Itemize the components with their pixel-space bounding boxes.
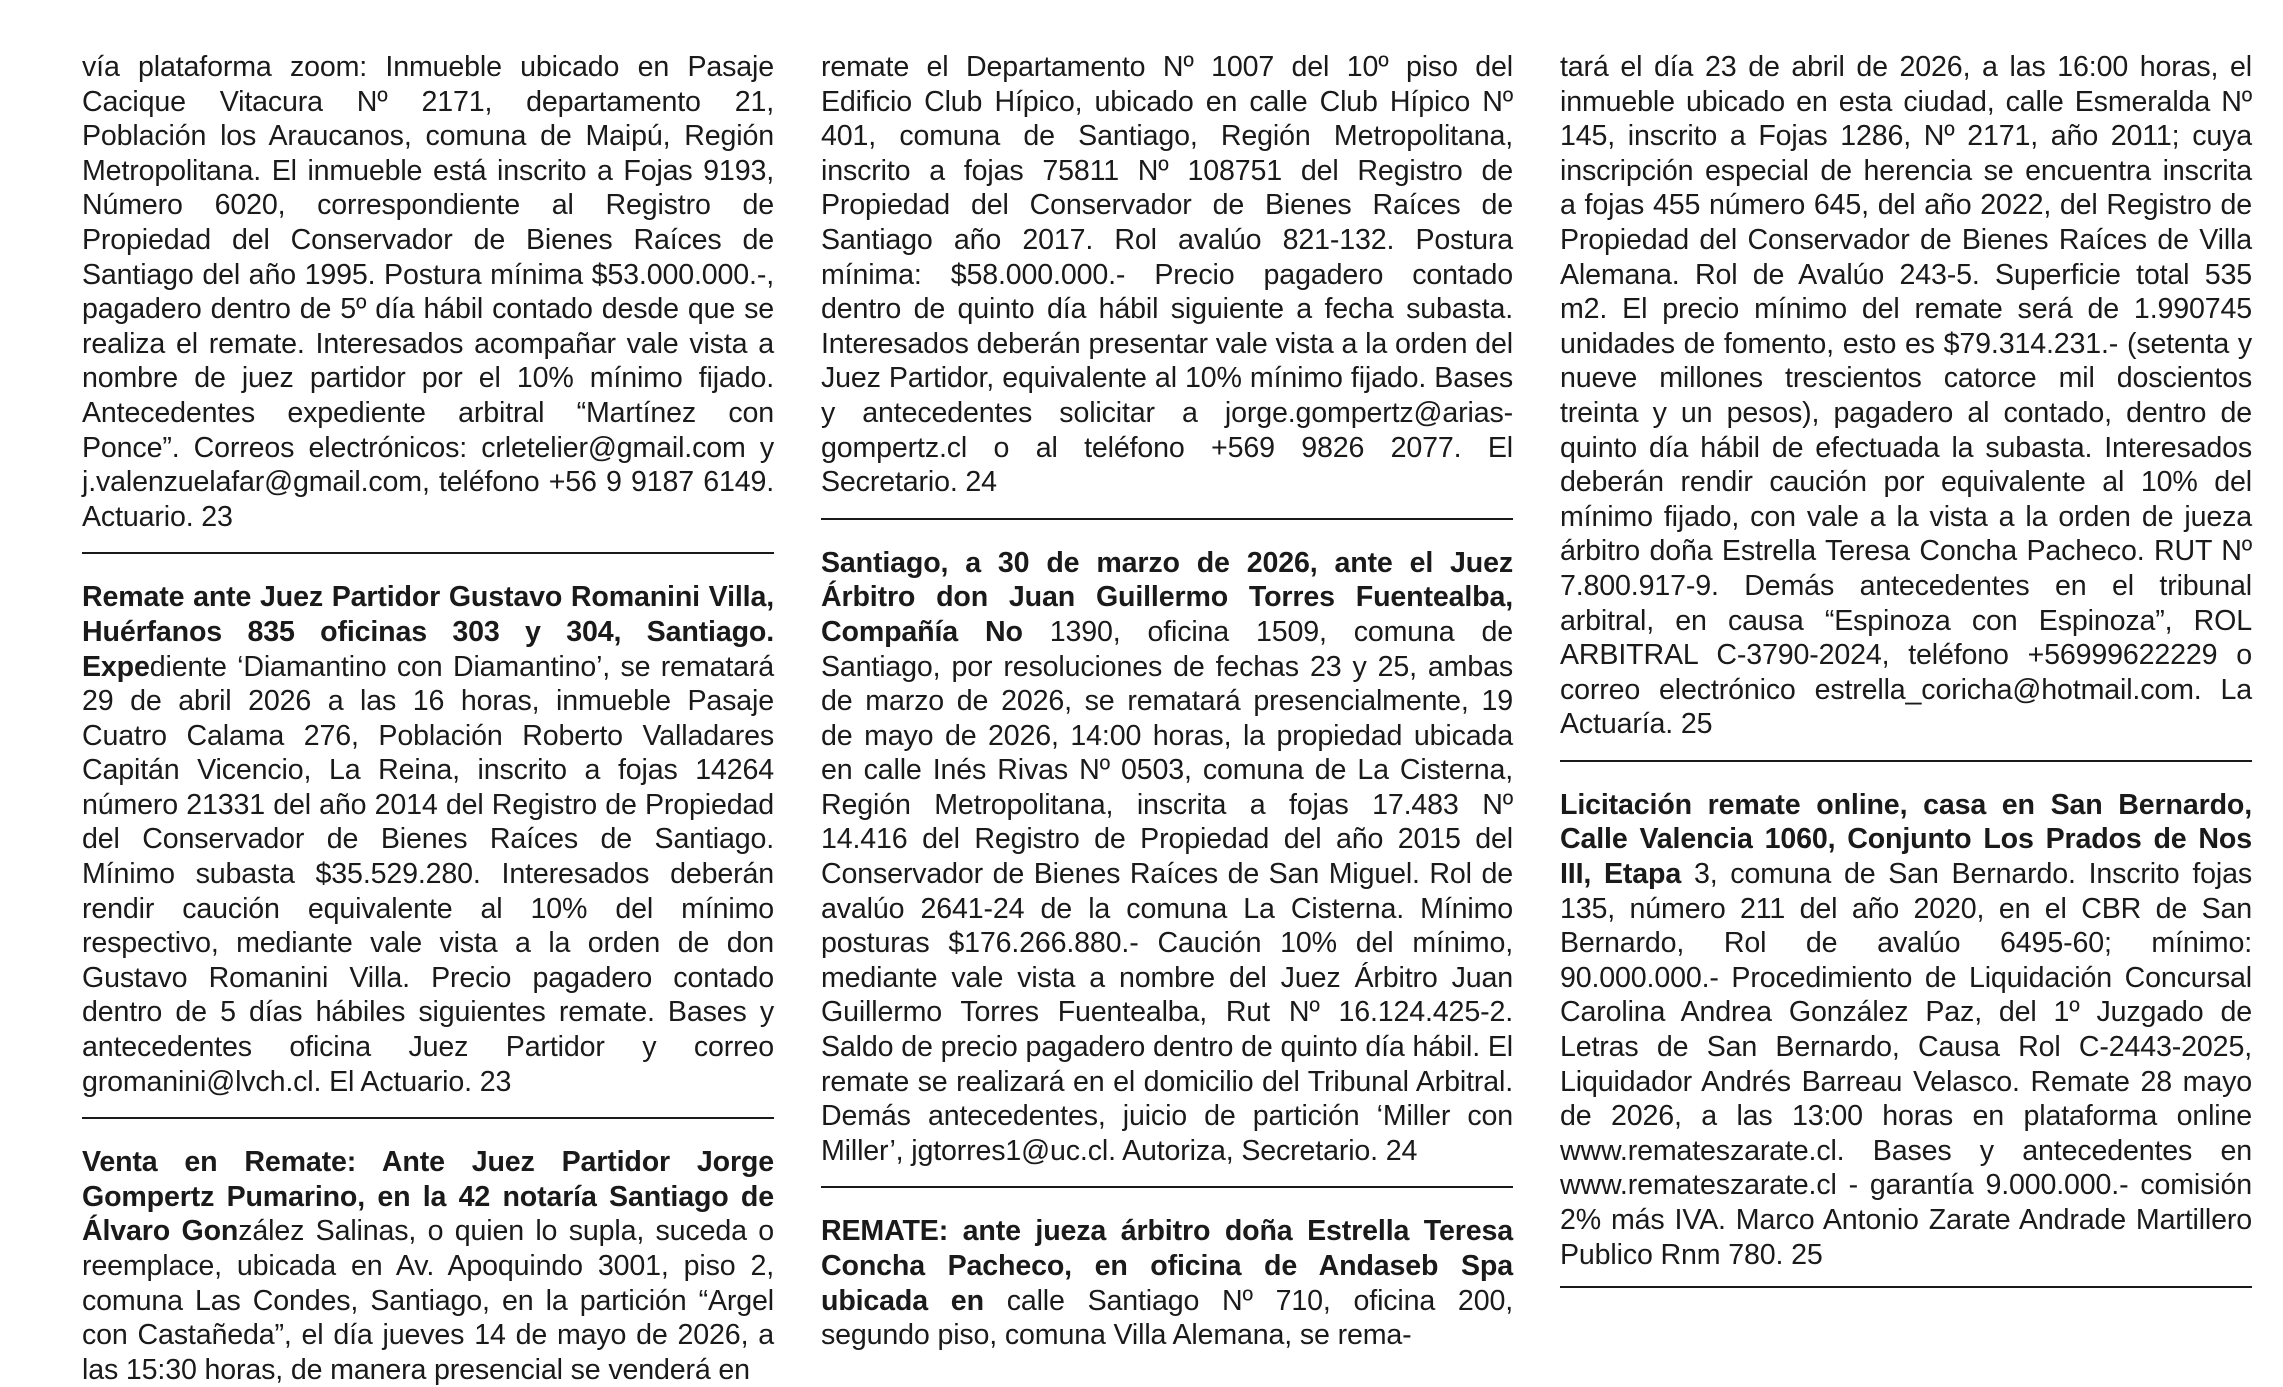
notice-continued-martinez-con-ponce bbox=[82, 50, 774, 534]
divider bbox=[1560, 760, 2252, 762]
column-3 bbox=[1560, 50, 2252, 1314]
notice-text bbox=[82, 50, 774, 534]
notice-text bbox=[82, 580, 774, 1099]
notice-body: tará el día 23 de abril de 2026, a las 16:00 horas, el inmueble ubicado en esta ciudad, calle Esmeralda Nº 145, inscrito a Fojas 1286, Nº 2171, año 2011; cuya inscripción especial de herencia se encuentra inscrita a fojas 455 número 645, del año 2022, del Registro de Propiedad del Conservador de Bienes Raíces de Villa Alemana. Rol de Avalúo 243-5. Superficie total 535 m2. El precio mínimo del remate será de 1.990745 unidades de fomento, esto es $79.314.231.- (setenta y nueve millones trescientos catorce mil doscientos treinta y un pesos), pagadero al contado, dentro de quinto día hábil de efectuada la subasta. Interesados deberán rendir caución por equivalente al 10% del mínimo fijado, con vale a la vista a la orden de jueza árbitro doña Estrella Teresa Concha Pacheco. RUT Nº 7.800.917-9. Demás antecedentes en el tribunal arbitral, en causa “Espinoza con Espinoza”, ROL ARBITRAL C-3790-2024, teléfono +56999622229 o correo electrónico estrella_coricha@hotmail.com. La Actuaría. 25 bbox=[1560, 51, 2252, 741]
notice-body: vía plataforma zoom: Inmueble ubicado en Pasaje Cacique Vitacura Nº 2171, departamento 21, Población los Araucanos, comuna de Maipú, Región Metropolitana. El inmueble está inscrito a Fojas 9193, Número 6020, correspondiente al Registro de Propiedad del Conservador de Bienes Raíces de Santiago del año 1995. Postura mínima $53.000.000.-, pagadero dentro de 5º día hábil contado desde que se realiza el remate. Interesados acompañar vale vista a nombre de juez partidor por el 10% mínimo fijado. Antecedentes expediente arbitral “Martínez con Ponce”. Correos electrónicos: crletelier@gmail.com y j.valenzuelafar@gmail.com, teléfono +56 9 9187 6149. Actuario. 23 bbox=[82, 51, 774, 533]
notice-lead: REMATE: ante jueza árbitro doña Estrella Teresa Concha Pacheco, en oficina de Andaseb Spa ubicada en bbox=[821, 1215, 1513, 1317]
notice-text bbox=[821, 546, 1513, 1169]
notice-text bbox=[821, 50, 1513, 500]
notice-body: 1390, oficina 1509, comuna de Santiago, por resoluciones de fechas 23 y 25, ambas de marzo de 2026, se rematará presencialmente, 19 de mayo de 2026, 14:00 horas, la propiedad ubicada en calle Inés Rivas Nº 0503, comuna de La Cisterna, Región Metropolitana, inscrita a fojas 17.483 Nº 14.416 del Registro de Propiedad del año 2015 del Conservador de Bienes Raíces de San Miguel. Rol de avalúo 2641-24 de la comuna La Cisterna. Mínimo posturas $176.266.880.- Caución 10% del mínimo, mediante vale vista a nombre del Juez Árbitro Juan Guillermo Torres Fuentealba, Rut Nº 16.124.425-2. Saldo de precio pagadero dentro de quinto día hábil. El remate se realizará en el domicilio del Tribunal Arbitral. Demás antecedentes, juicio de partición ‘Miller con Miller’, jgtorres1@uc.cl. Autoriza, Secretario. 24 bbox=[821, 615, 1513, 1167]
notice-body: calle Santiago Nº 710, oficina 200, segundo piso, comuna Villa Alemana, se rema- bbox=[821, 1284, 1513, 1352]
notice-body: diente ‘Diamantino con Diamantino’, se rematará 29 de abril 2026 a las 16 horas, inmueble Pasaje Cuatro Calama 276, Población Roberto Valladares Capitán Vicencio, La Reina, inscrito a fojas 14264 número 21331 del año 2014 del Registro de Propiedad del Conservador de Bienes Raíces de Santiago. Mínimo subasta $35.529.280. Interesados deberán rendir caución equivalente al 10% del mínimo respectivo, mediante vale vista a la orden de don Gustavo Romanini Villa. Precio pagadero contado dentro de 5 días hábiles siguientes remate. Bases y antecedentes oficina Juez Partidor y correo gromanini@lvch.cl. El Actuario. 23 bbox=[82, 650, 774, 1098]
notice-lead: Venta en Remate: Ante Juez Partidor Jorge Gompertz Pumarino, en la 42 notaría Santiago de Álvaro Gon bbox=[82, 1146, 774, 1248]
notice-text bbox=[1560, 50, 2252, 742]
notice-torres-fuentealba bbox=[821, 546, 1513, 1169]
divider bbox=[82, 1117, 774, 1119]
notice-lead: Santiago, a 30 de marzo de 2026, ante el Juez Árbitro don Juan Guillermo Torres Fuentealba, Compañía No bbox=[821, 546, 1513, 648]
notice-lead: Licitación remate online, casa en San Bernardo, Calle Valencia 1060, Conjunto Los Prados de Nos III, Etapa bbox=[1560, 788, 2252, 891]
notice-concha-pacheco bbox=[821, 1214, 1513, 1352]
notice-text bbox=[82, 1145, 774, 1387]
divider bbox=[82, 552, 774, 554]
notice-san-bernardo bbox=[1560, 788, 2252, 1272]
notice-continued-villa-alemana bbox=[1560, 50, 2252, 742]
notice-romanini bbox=[82, 580, 774, 1099]
notice-gompertz bbox=[82, 1145, 774, 1387]
column-1 bbox=[82, 50, 774, 1387]
notice-text bbox=[821, 1214, 1513, 1352]
notice-body: 3, comuna de San Bernardo. Inscrito fojas 135, número 211 del año 2020, en el CBR de San Bernardo, Rol de avalúo 6495-60; mínimo: 90.000.000.- Procedimiento de Liquidación Concursal Carolina Andrea González Paz, del 1º Juzgado de Letras de San Bernardo, Causa Rol C-2443-2025, Liquidador Andrés Barreau Velasco. Remate 28 mayo de 2026, a las 13:00 horas en plataforma online www.remateszarate.cl. Bases y antecedentes en www.remateszarate.cl - garantía 9.000.000.- comisión 2% más IVA. Marco Antonio Zarate Andrade Martillero Publico Rnm 780. 25 bbox=[1560, 858, 2252, 1271]
notice-body: remate el Departamento Nº 1007 del 10º piso del Edificio Club Hípico, ubicado en calle Club Hípico Nº 401, comuna de Santiago, Región Metropolitana, inscrito a fojas 75811 Nº 108751 del Registro de Propiedad del Conservador de Bienes Raíces de Santiago año 2017. Rol avalúo 821-132. Postura mínima: $58.000.000.- Precio pagadero contado dentro de quinto día hábil siguiente a fecha subasta. Interesados deberán presentar vale vista a la orden del Juez Partidor, equivalente al 10% mínimo fijado. Bases y antecedentes solicitar a jorge.gompertz@arias-gompertz.cl o al teléfono +569 9826 2077. El Secretario. 24 bbox=[821, 51, 1513, 499]
notice-text bbox=[1560, 788, 2252, 1272]
notice-body: zález Salinas, o quien lo supla, suceda o reemplace, ubicada en Av. Apoquindo 3001, piso 2, comuna Las Condes, Santiago, en la partición “Argel con Castañeda”, el día jueves 14 de mayo de 2026, a las 15:30 horas, de manera presencial se venderá en bbox=[82, 1215, 774, 1386]
notice-continued-club-hipico bbox=[821, 50, 1513, 500]
divider bbox=[1560, 1286, 2252, 1288]
divider bbox=[821, 518, 1513, 520]
notice-lead: Remate ante Juez Partidor Gustavo Romanini Villa, Huérfanos 835 oficinas 303 y 304, Santiago. Expe bbox=[82, 581, 774, 683]
divider bbox=[821, 1186, 1513, 1188]
column-2 bbox=[821, 50, 1513, 1353]
